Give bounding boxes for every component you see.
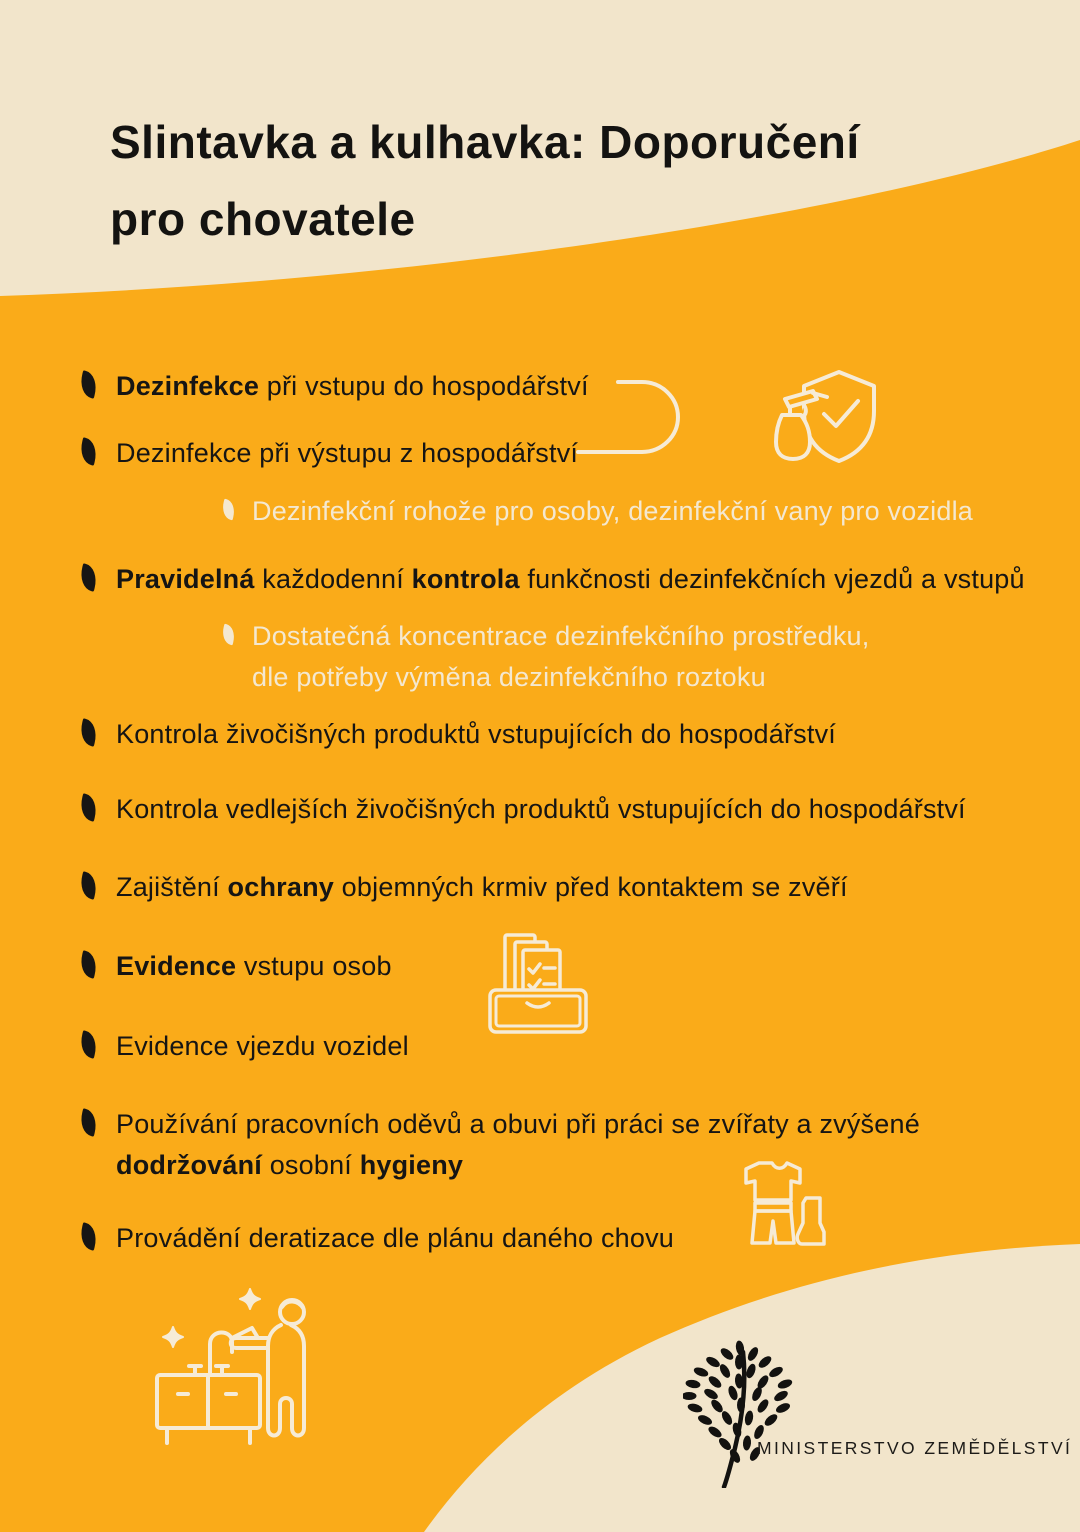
page-title <box>110 104 990 258</box>
leaf-bullet-icon <box>77 793 100 821</box>
leaf-bullet-icon <box>220 624 237 646</box>
list-item <box>80 867 848 908</box>
washing-hands-icon <box>140 1282 340 1472</box>
list-item <box>80 946 392 987</box>
list-item-text: Pravidelná každodenní kontrola funkčnosti dezinfekčních vjezdů a vstupů <box>116 564 1025 594</box>
leaf-bullet-icon <box>77 718 100 746</box>
ministry-tree-logo-icon <box>683 1338 795 1488</box>
leaf-bullet-icon <box>77 1108 100 1136</box>
list-item-text: Dezinfekce při vstupu do hospodářství <box>116 371 589 401</box>
leaf-bullet-icon <box>77 1222 100 1250</box>
list-item-text: Používání pracovních oděvů a obuvi při práci se zvířaty a zvýšené dodržování osobní hygieny <box>116 1109 920 1180</box>
ministry-wordmark: MINISTERSTVO ZEMĚDĚLSTVÍ <box>757 1438 1073 1458</box>
list-item <box>80 433 578 474</box>
disinfection-spray-shield-icon <box>773 366 891 468</box>
leaf-bullet-icon <box>220 499 237 521</box>
leaf-bullet-icon <box>77 871 100 899</box>
list-item <box>80 1218 674 1259</box>
list-subitem <box>222 616 869 698</box>
list-item-text: Evidence vstupu osob <box>116 951 392 981</box>
list-item-text: Dezinfekční rohože pro osoby, dezinfekční vany pro vozidla <box>252 496 973 526</box>
page-title-line1: Slintavka a kulhavka: Doporučení <box>110 116 860 168</box>
list-item-text: Zajištění ochrany objemných krmiv před kontaktem se zvěří <box>116 872 848 902</box>
record-documents-icon <box>483 930 593 1035</box>
list-item <box>80 1104 920 1186</box>
list-item-text: Kontrola vedlejších živočišných produktů vstupujících do hospodářství <box>116 794 966 824</box>
list-item-text: Evidence vjezdu vozidel <box>116 1031 409 1061</box>
list-item <box>80 366 589 407</box>
list-item-text: Kontrola živočišných produktů vstupujících do hospodářství <box>116 719 836 749</box>
leaf-bullet-icon <box>77 563 100 591</box>
list-item <box>80 559 1025 600</box>
page-title-line2: pro chovatele <box>110 193 416 245</box>
list-subitem <box>222 491 973 532</box>
list-item <box>80 714 836 755</box>
list-item-text: Dezinfekce při výstupu z hospodářství <box>116 438 579 468</box>
leaf-bullet-icon <box>77 370 100 398</box>
list-item-text: Provádění deratizace dle plánu daného chovu <box>116 1223 674 1253</box>
list-item <box>80 1026 409 1067</box>
leaf-bullet-icon <box>77 950 100 978</box>
list-item-text: Dostatečná koncentrace dezinfekčního prostředku, dle potřeby výměna dezinfekčního roztoku <box>252 621 870 692</box>
leaf-bullet-icon <box>77 1030 100 1058</box>
leaf-bullet-icon <box>77 437 100 465</box>
list-item <box>80 789 966 830</box>
